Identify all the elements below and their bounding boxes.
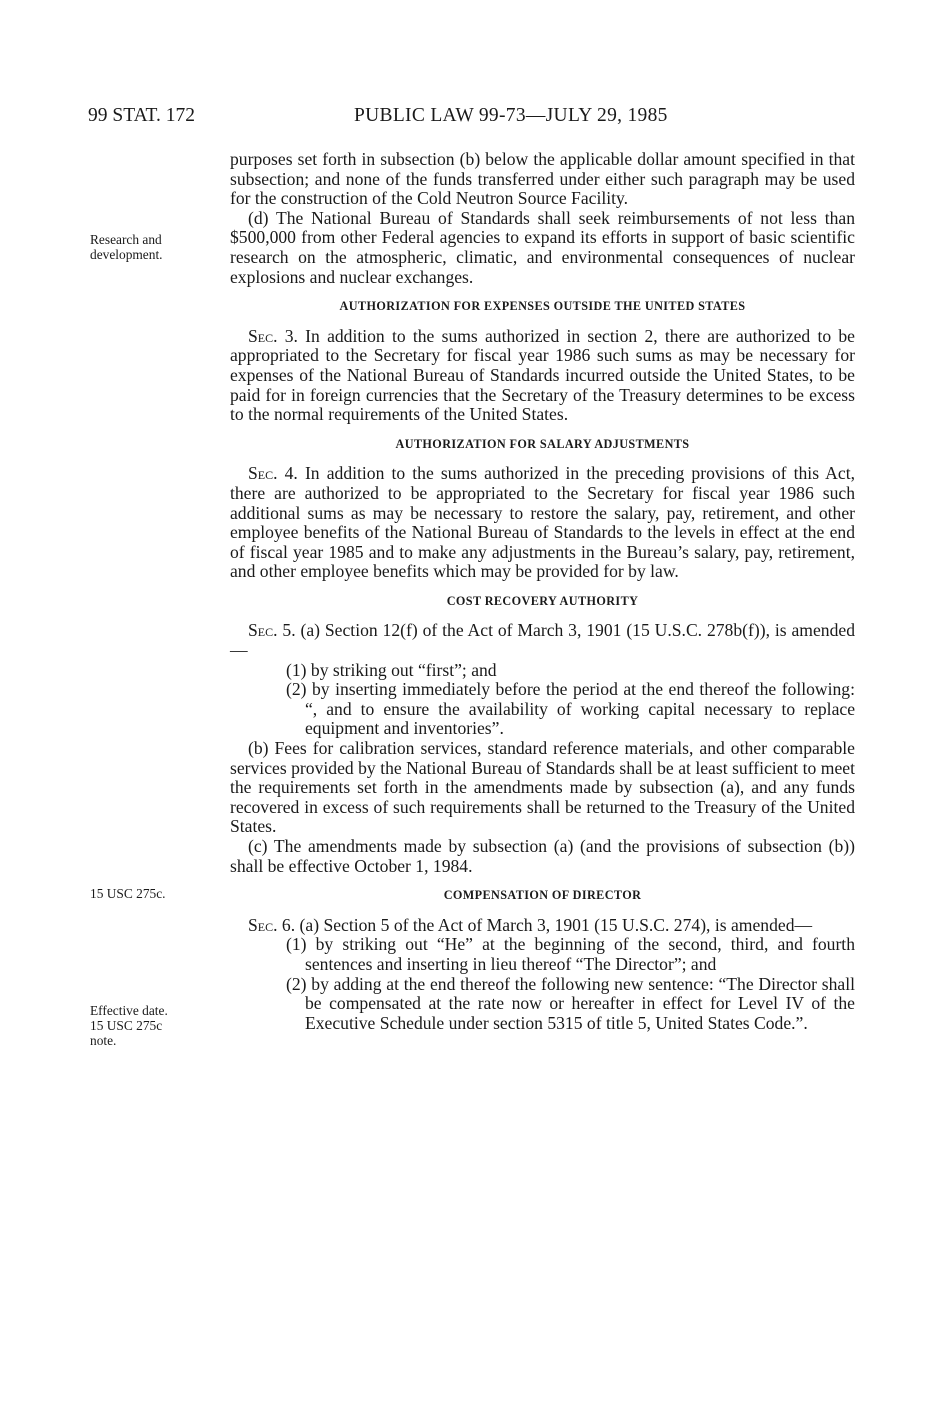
- margin-note-line: development.: [90, 247, 163, 262]
- margin-note-research: [90, 232, 210, 262]
- section-4: [230, 464, 855, 582]
- paragraph-intro: purposes set forth in subsection (b) below the applicable dollar amount specified in that subsection; and none of the funds transferred under either such paragraph may be used for the construction of the Cold Neutron Source Facility.: [230, 149, 855, 209]
- margin-note-line: note.: [90, 1033, 117, 1048]
- section-label: Sec. 6.: [248, 914, 296, 935]
- body-text: [230, 150, 855, 1033]
- section-label: Sec. 3.: [248, 325, 298, 346]
- section-6-item-1: (1) by striking out “He” at the beginning of the second, third, and fourth sentences and inserting in lieu thereof “The Director”; and: [286, 934, 855, 974]
- section-text: In addition to the sums authorized in section 2, there are authorized to be appropriated to the Secretary for fiscal year 1986 such sums as may be necessary for expenses of the National Bureau of Standards incurred outside the United States, to be paid for in foreign currencies that the Secretary of the Treasury determines to be excess to the normal requirements of the United States.: [230, 325, 855, 425]
- section-text: (a) Section 5 of the Act of March 3, 1901 (15 U.S.C. 274), is amended—: [295, 914, 813, 935]
- section-5-b: (b) Fees for calibration services, standard reference materials, and other comparable services provided by the National Bureau of Standards shall be at least sufficient to meet the requirements set forth in the amendments made by subsection (a), and any funds recovered in excess of such requirements shall be returned to the Treasury of the United States.: [230, 738, 855, 837]
- margin-note-line: 15 USC 275c: [90, 1018, 163, 1033]
- section-text: In addition to the sums authorized in the preceding provisions of this Act, there are authorized to be appropriated to the Secretary for fiscal year 1986 such additional sums as may be necessary to restore the salary, pay, retirement, and other employee benefits of the National Bureau of Standards to the levels in effect at the end of fiscal year 1985 and to make any adjustments in the Bureau’s salary, pay, retirement, and other employee benefits which may be provided for by law.: [230, 463, 855, 582]
- section-5-item-1: (1) by striking out “first”; and: [286, 659, 497, 680]
- page-header: [88, 105, 855, 135]
- section-6: [230, 916, 855, 936]
- law-title: PUBLIC LAW 99-73—JULY 29, 1985: [354, 105, 668, 126]
- section-label: Sec. 5.: [248, 620, 296, 641]
- heading-outside-us: AUTHORIZATION FOR EXPENSES OUTSIDE THE UNITED STATES: [339, 299, 746, 314]
- margin-note-line: 15 USC 275c.: [90, 886, 166, 901]
- section-5: [230, 621, 855, 660]
- section-label: Sec. 4.: [248, 463, 298, 484]
- margin-note-line: Research and: [90, 232, 162, 247]
- margin-note-effective: [90, 1003, 210, 1048]
- margin-note-line: Effective date.: [90, 1003, 168, 1018]
- section-text: (a) Section 12(f) of the Act of March 3, 1901 (15 U.S.C. 278b(f)), is amended—: [230, 620, 855, 661]
- paragraph-d: (d) The National Bureau of Standards shall seek reimbursements of not less than $500,000 from other Federal agencies to expand its efforts in support of basic scientific research on the atmospheric, climatic, and environmental consequences of nuclear explosions and nuclear exchanges.: [230, 207, 855, 287]
- heading-compensation: COMPENSATION OF DIRECTOR: [443, 888, 642, 903]
- section-6-item-2: (2) by adding at the end thereof the following new sentence: “The Director shall be compensated at the rate now or hereafter in effect for Level IV of the Executive Schedule under section 5315 of title 5, United States Code.”.: [286, 973, 855, 1033]
- page-reference: 99 STAT. 172: [88, 105, 195, 126]
- section-5-c: (c) The amendments made by subsection (a) (and the provisions of subsection (b)) shall be effective October 1, 1984.: [230, 836, 855, 876]
- section-5-item-2: (2) by inserting immediately before the period at the end thereof the following: “, and to ensure the availability of working capital necessary to replace equipment and inventories”.: [286, 679, 855, 739]
- heading-cost-recovery: COST RECOVERY AUTHORITY: [446, 593, 639, 608]
- margin-note-usc: [90, 886, 210, 901]
- heading-salary: AUTHORIZATION FOR SALARY ADJUSTMENTS: [395, 436, 690, 451]
- section-3: [230, 327, 855, 425]
